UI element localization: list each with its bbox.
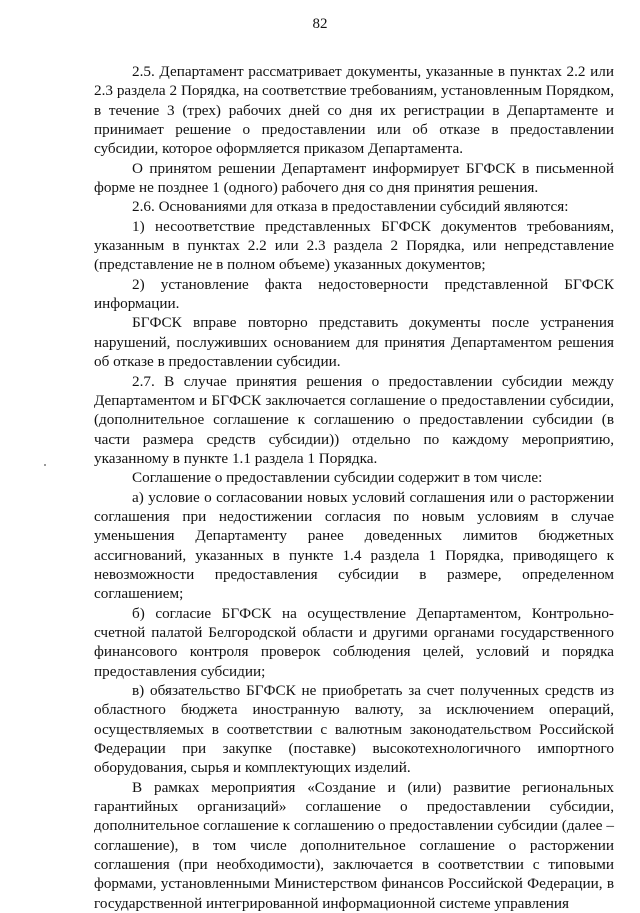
paragraph-agreement-contents: Соглашение о предоставлении субсидии содержит в том числе: (132, 469, 543, 487)
page-number: 82 (312, 16, 328, 32)
paragraph-guarantee-orgs: В рамках мероприятия «Создание и (или) развитие региональных гарантийных организаций» соглашение о предоставлении субсидии, дополнительное соглашение к соглашению о предоставлении субсидии (далее – соглашение), в том числе дополнительное соглашение о расторжении соглашения (при необходимости), заключается в соответствии с типовыми формами, установленными Министерством финансов Российской Федерации, в государственной интегрированной информационной системе управления (94, 778, 614, 912)
paragraph-2-6: 2.6. Основаниями для отказа в предоставлении субсидий являются: (132, 198, 569, 216)
paragraph-refusal-1: 1) несоответствие представленных БГФСК документов требованиям, указанным в пунктах 2.2 или 2.3 раздела 2 Порядка, или непредставление (представление не в полном объеме) указанных документов; (94, 217, 614, 274)
paragraph-refusal-2: 2) установление факта недостоверности представленной БГФСК информации. (94, 275, 614, 313)
paragraph-item-v: в) обязательство БГФСК не приобретать за счет полученных средств из областного бюджета иностранную валюту, за исключением операций, осуществляемых в соответствии с валютным законодательством Российской Федерации при закупке (поставке) высокотехнологичного импортного оборудования, сырья и комплектующих изделий. (94, 682, 614, 777)
scan-mark (44, 464, 46, 466)
paragraph-decision-notice: О принятом решении Департамент информирует БГФСК в письменной форме не позднее 1 (одного) рабочего дня со дня принятия решения. (94, 159, 614, 197)
paragraph-2-7: 2.7. В случае принятия решения о предоставлении субсидии между Департаментом и БГФСК заключается соглашение о предоставлении субсидии, (дополнительное соглашение к соглашению о предоставлении субсидии (в части размера средств субсидии)) отдельно по каждому мероприятию, указанному в пункте 1.1 раздела 1 Порядка. (94, 372, 614, 467)
paragraph-item-b: б) согласие БГФСК на осуществление Департаментом, Контрольно-счетной палатой Белгородской области и другими органами государственного финансового контроля проверок соблюдения целей, условий и порядка предоставления субсидии; (94, 604, 614, 680)
body-text (94, 62, 614, 913)
paragraph-resubmit: БГФСК вправе повторно представить документы после устранения нарушений, послуживших основанием для принятия Департаментом решения об отказе в предоставлении субсидии. (94, 314, 614, 371)
paragraph-2-5: 2.5. Департамент рассматривает документы, указанные в пунктах 2.2 или 2.3 раздела 2 Порядка, на соответствие требованиям, установленным Порядком, в течение 3 (трех) рабочих дней со дня их регистрации в Департаменте и принимает решение о предоставлении или об отказе в предоставлении субсидии, которое оформляется приказом Департамента. (94, 63, 614, 158)
paragraph-item-a: а) условие о согласовании новых условий соглашения или о расторжении соглашения при недостижении согласия по новым условиям в случае уменьшения Департаменту ранее доведенных лимитов бюджетных ассигнований, указанных в пункте 1.4 раздела 1 Порядка, приводящего к невозможности предоставления субсидии в размере, определенном соглашением; (94, 488, 614, 603)
